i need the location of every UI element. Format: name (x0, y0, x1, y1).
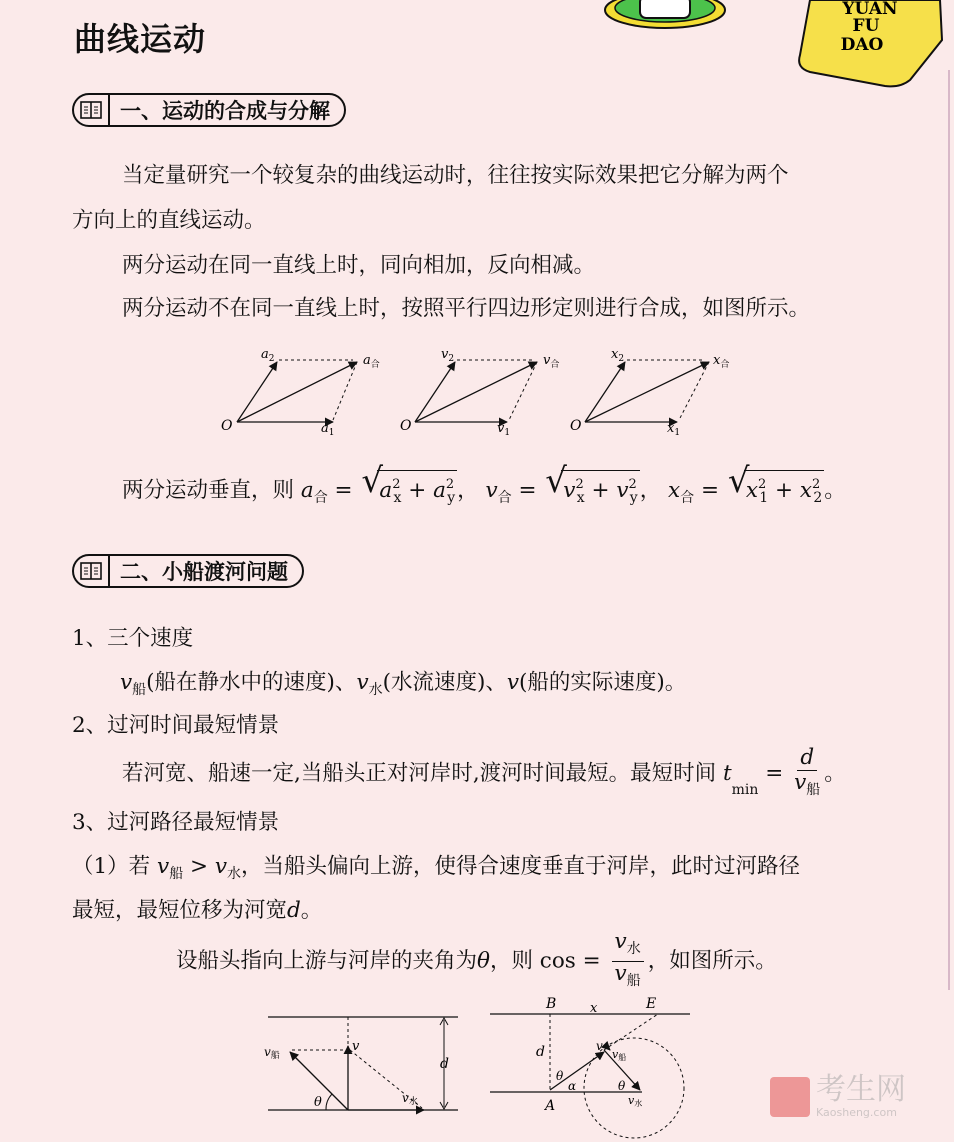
svg-text:θ: θ (618, 1079, 626, 1093)
badge-line3: DAO (840, 35, 884, 55)
svg-text:v1: $v_1$ (497, 421, 511, 437)
svg-text:E: E (646, 996, 657, 1012)
svg-text:d: d (536, 1044, 545, 1060)
svg-text:x2: $x_2$ (611, 347, 625, 364)
svg-text:v水: v水 (628, 1094, 643, 1108)
para-2: 两分运动在同一直线上时，同向相加，反向相减。 (122, 253, 596, 278)
svg-text:a合: $a_合$ (363, 353, 380, 370)
para-1-line2: 方向上的直线运动。 (72, 208, 266, 233)
section-header-2 (72, 554, 304, 588)
case1-line1: （1）若 $v_船 > v_水$，当船头偏向上游，使得合速度垂直于河岸，此时过河路径 (72, 854, 801, 882)
kaosheng-logo-icon (770, 1077, 810, 1117)
page-title: 曲线运动 (74, 20, 207, 58)
angle-line: 设船头指向上游与河岸的夹角为θ，则 cos = $\frac{v_水}{v_船}$ ，如图所示。 (176, 929, 777, 989)
diagram-v (400, 347, 559, 437)
svg-text:x1: $x_1$ (667, 421, 681, 437)
shortest-time-line: 若河宽、船速一定,当船头正对河岸时,渡河时间最短。最短时间 $t_{min}$ = $\frac{d}{v_船}$ 。 (122, 745, 846, 798)
para-3: 两分运动不在同一直线上时，按照平行四边形定则进行合成，如图所示。 (122, 296, 811, 321)
perpendicular-formula: 两分运动垂直，则 $a_合$ = √ $a^2_x + a^2_y$， $v_合$ = √ $v^2_x + v^2_y$， $x_合$ = √ $x^2_1 + x^2_2$。 (122, 470, 846, 513)
watermark-en: Kaosheng.com (816, 1106, 897, 1119)
svg-text:x: x (590, 1001, 598, 1016)
svg-text:a1: $a_1$ (321, 421, 335, 437)
book-icon (74, 556, 110, 586)
diagram-right (490, 996, 690, 1138)
svg-text:O: O (400, 418, 412, 434)
decor-ring-shape (600, 0, 730, 34)
section-header-1 (72, 93, 346, 127)
river-crossing-diagrams (262, 990, 702, 1140)
svg-text:v: v (352, 1039, 360, 1054)
svg-text:θ: θ (314, 1095, 322, 1110)
heading-shortest-path: 3、过河路径最短情景 (72, 810, 280, 835)
yuanfudao-badge (790, 0, 950, 95)
parallelogram-diagrams (215, 342, 755, 437)
para-1-line1: 当定量研究一个较复杂的曲线运动时，往往按实际效果把它分解为两个 (122, 163, 789, 188)
svg-text:v: v (596, 1039, 603, 1053)
heading-three-speeds: 1、三个速度 (72, 626, 194, 651)
badge-line1: YUAN (842, 0, 898, 19)
svg-text:a2: $a_2$ (261, 347, 275, 364)
svg-text:α: α (568, 1079, 577, 1093)
svg-text:θ: θ (556, 1069, 564, 1083)
watermark-cn: 考生网 (816, 1072, 906, 1107)
diagram-a (221, 347, 380, 437)
svg-text:A: A (545, 1098, 556, 1114)
svg-text:v合: $v_合$ (543, 353, 560, 370)
origin-label: O (221, 418, 233, 434)
svg-text:O: O (570, 418, 582, 434)
svg-text:B: B (546, 996, 557, 1012)
diagram-x (570, 347, 729, 437)
section-label-2: 二、小船渡河问题 (120, 560, 288, 584)
case1-line2: 最短，最短位移为河宽d。 (72, 898, 323, 923)
speeds-line: $v_船$(船在静水中的速度)、$v_水$(水流速度)、v(船的实际速度)。 (120, 670, 687, 698)
svg-text:d: d (440, 1056, 449, 1072)
badge-line2: FU (852, 16, 880, 36)
book-icon (74, 95, 110, 125)
svg-text:v水: v水 (402, 1091, 418, 1107)
heading-shortest-time: 2、过河时间最短情景 (72, 713, 280, 738)
section-label-1: 一、运动的合成与分解 (120, 99, 330, 123)
diagram-left (264, 1017, 458, 1110)
svg-text:v船: v船 (612, 1048, 627, 1062)
svg-text:x合: $x_合$ (713, 353, 730, 370)
kaosheng-watermark (770, 1074, 906, 1119)
svg-text:v2: $v_2$ (441, 347, 455, 364)
svg-text:v船: v船 (264, 1045, 280, 1061)
right-edge-line (948, 70, 950, 990)
